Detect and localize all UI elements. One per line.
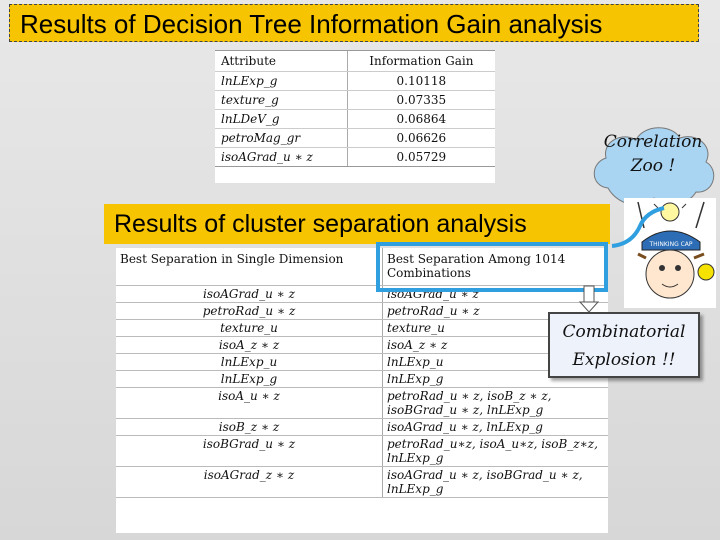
- ig-attribute-cell: lnLExp_g: [215, 72, 347, 91]
- correlation-line-2: Zoo !: [630, 156, 676, 176]
- sep-single-cell: texture_u: [116, 320, 383, 337]
- table-row: [116, 436, 608, 467]
- sep-combo-cell: isoAGrad_u ∗ z: [383, 286, 609, 303]
- information-gain-table: [215, 50, 495, 183]
- ig-value-cell: 0.06864: [347, 110, 495, 129]
- sep-combo-cell: lnLExp_u: [383, 354, 609, 371]
- table-row: [116, 303, 608, 320]
- ig-value-cell: 0.05729: [347, 148, 495, 167]
- section-subtitle: Results of cluster separation analysis: [104, 204, 610, 244]
- table-row: [116, 419, 608, 436]
- sep-header-combo: Best Separation Among 1014 Combinations: [383, 248, 609, 286]
- table-row: [215, 129, 495, 148]
- slide-title: Results of Decision Tree Information Gain analysis: [9, 4, 699, 42]
- correlation-line-1: Correlation: [603, 132, 703, 152]
- sep-header-single: Best Separation in Single Dimension: [116, 248, 383, 286]
- table-row: [116, 320, 608, 337]
- sep-combo-cell: petroRad_u∗z, isoA_u∗z, isoB_z∗z, lnLExp_g: [383, 436, 609, 467]
- ig-attribute-cell: petroMag_gr: [215, 129, 347, 148]
- sep-single-cell: lnLExp_g: [116, 371, 383, 388]
- table-row: [215, 91, 495, 110]
- sep-combo-cell: petroRad_u ∗ z, isoB_z ∗ z, isoBGrad_u ∗ z, lnLExp_g: [383, 388, 609, 419]
- badge-icon: [698, 264, 714, 280]
- table-row: [116, 371, 608, 388]
- face-icon: [646, 250, 694, 298]
- ig-header-attribute: Attribute: [215, 51, 347, 72]
- combination-header-highlight: [376, 242, 608, 292]
- table-row: [116, 388, 608, 419]
- ig-attribute-cell: texture_g: [215, 91, 347, 110]
- ig-header-gain: Information Gain: [347, 51, 495, 72]
- table-row: [116, 354, 608, 371]
- sep-single-cell: isoAGrad_u ∗ z: [116, 286, 383, 303]
- ig-attribute-cell: isoAGrad_u ∗ z: [215, 148, 347, 167]
- sep-single-cell: isoBGrad_u ∗ z: [116, 436, 383, 467]
- table-row: [215, 110, 495, 129]
- thinking-cap-cartoon: [624, 198, 716, 308]
- table-row: [116, 337, 608, 354]
- sep-single-cell: lnLExp_u: [116, 354, 383, 371]
- ig-attribute-cell: lnLDeV_g: [215, 110, 347, 129]
- explosion-line-1: Combinatorial: [562, 322, 686, 342]
- table-row: [215, 148, 495, 167]
- explosion-line-2: Explosion !!: [572, 350, 676, 370]
- sep-combo-cell: isoA_z ∗ z: [383, 337, 609, 354]
- sep-combo-cell: texture_u: [383, 320, 609, 337]
- table-row: [116, 467, 608, 498]
- ig-value-cell: 0.07335: [347, 91, 495, 110]
- sep-combo-cell: isoAGrad_u ∗ z, isoBGrad_u ∗ z, lnLExp_g: [383, 467, 609, 498]
- sep-single-cell: isoA_z ∗ z: [116, 337, 383, 354]
- table-row: [215, 72, 495, 91]
- sep-single-cell: petroRad_u ∗ z: [116, 303, 383, 320]
- combinatorial-explosion-callout: [548, 312, 700, 378]
- sep-combo-cell: lnLExp_g: [383, 371, 609, 388]
- sep-combo-cell: isoAGrad_u ∗ z, lnLExp_g: [383, 419, 609, 436]
- sep-combo-cell: petroRad_u ∗ z: [383, 303, 609, 320]
- ig-value-cell: 0.10118: [347, 72, 495, 91]
- sep-single-cell: isoA_u ∗ z: [116, 388, 383, 419]
- sep-single-cell: isoAGrad_z ∗ z: [116, 467, 383, 498]
- cap-label: THINKING CAP: [649, 241, 693, 248]
- sep-single-cell: isoB_z ∗ z: [116, 419, 383, 436]
- ig-value-cell: 0.06626: [347, 129, 495, 148]
